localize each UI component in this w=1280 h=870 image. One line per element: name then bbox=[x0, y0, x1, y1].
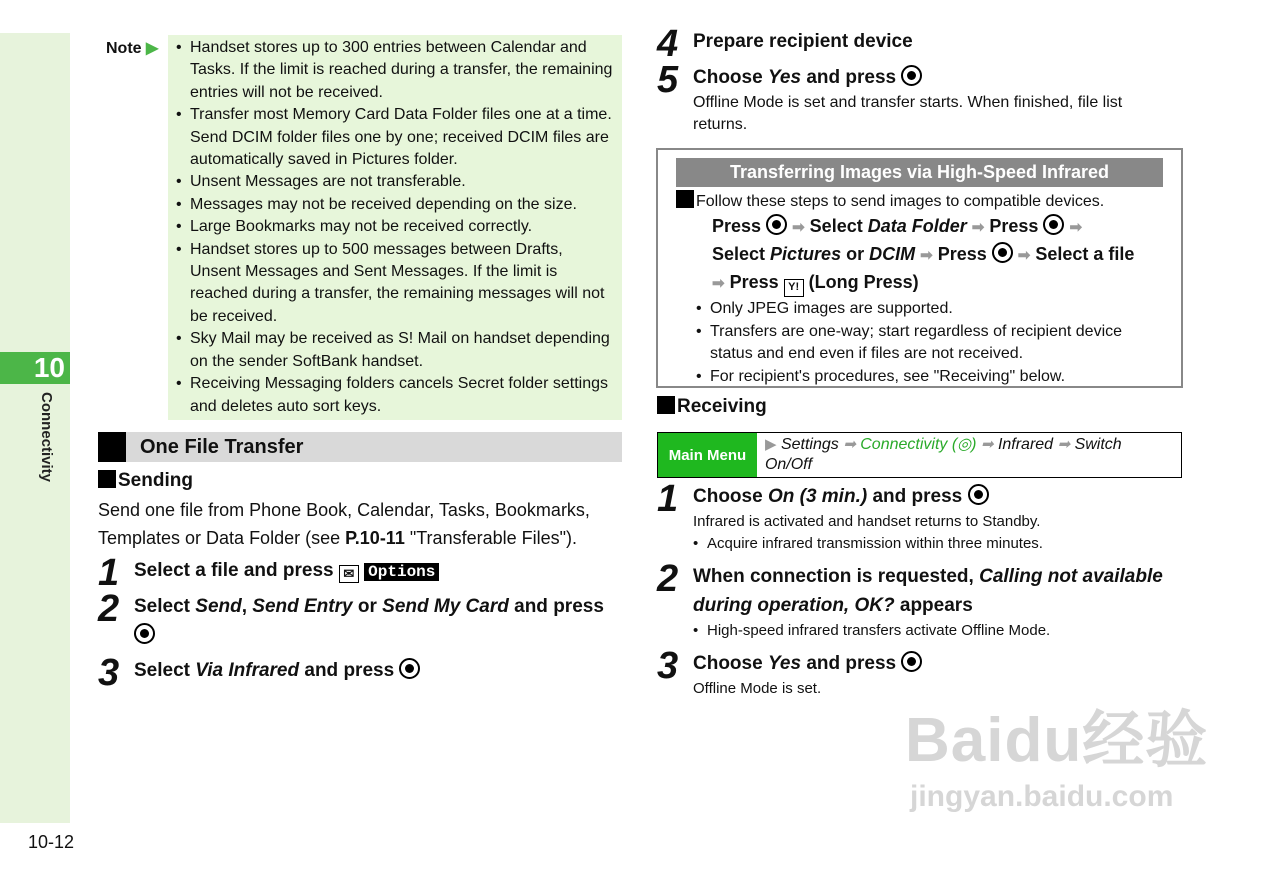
block-icon bbox=[98, 432, 126, 462]
arrow-icon: ➡ bbox=[843, 436, 856, 453]
step-text: appears bbox=[894, 595, 973, 616]
play-icon: ▶ bbox=[764, 436, 777, 453]
option-on: On (3 min.) bbox=[767, 486, 868, 507]
step-number: 1 bbox=[657, 478, 679, 520]
mail-key-icon: ✉ bbox=[339, 565, 359, 583]
step-number: 3 bbox=[657, 645, 679, 687]
menu-path-item: Switch On/Off bbox=[764, 436, 1122, 473]
yahoo-key-icon: Y! bbox=[784, 279, 804, 297]
center-key-icon bbox=[1043, 214, 1064, 235]
option-send-my-card: Send My Card bbox=[382, 596, 509, 617]
chapter-name: Connectivity bbox=[38, 392, 55, 483]
bullet-item: • Only JPEG images are supported. bbox=[696, 298, 1163, 320]
arrow-icon: ➡ bbox=[712, 275, 725, 293]
option-yes: Yes bbox=[767, 653, 802, 674]
bullet-item: • Transfers are one-way; start regardless of recipient device status and end even if files are not received. bbox=[696, 321, 1163, 366]
bullet-item: • Messages may not be received depending on the size. bbox=[176, 194, 614, 216]
watermark-url: jingyan.baidu.com bbox=[910, 780, 1174, 813]
receiving-heading: Receiving bbox=[657, 396, 767, 418]
proc-text: DCIM bbox=[869, 244, 916, 265]
intro-text-end: "Transferable Files"). bbox=[404, 528, 578, 548]
sending-intro bbox=[98, 496, 623, 552]
main-menu-path bbox=[657, 432, 1182, 478]
step-number: 1 bbox=[98, 552, 120, 594]
step-text: Select bbox=[134, 660, 196, 681]
proc-text: Data Folder bbox=[867, 216, 967, 237]
center-key-icon bbox=[901, 651, 922, 672]
section-title: One File Transfer bbox=[140, 436, 304, 458]
option-yes: Yes bbox=[767, 67, 802, 88]
option-via-infrared: Via Infrared bbox=[195, 660, 300, 681]
option-send: Send bbox=[195, 596, 242, 617]
arrow-icon: ➡ bbox=[792, 219, 805, 237]
proc-text: Select bbox=[809, 216, 868, 237]
step-desc: Infrared is activated and handset returns to Standby. bbox=[693, 513, 1041, 530]
proc-text: Press bbox=[989, 216, 1039, 237]
triangle-icon: ▶ bbox=[146, 40, 159, 57]
menu-path-item: Connectivity (◎) bbox=[860, 436, 977, 453]
step-number: 2 bbox=[98, 588, 120, 630]
center-key-icon bbox=[766, 214, 787, 235]
step-text: and press bbox=[867, 486, 963, 507]
step-5 bbox=[657, 59, 1173, 137]
step-number: 2 bbox=[657, 558, 679, 600]
note-label-text: Note bbox=[106, 40, 142, 57]
proc-text: or bbox=[841, 244, 870, 265]
tip-bullets bbox=[696, 298, 1163, 388]
tip-lead-text: Follow these steps to send images to compatible devices. bbox=[696, 193, 1105, 210]
arrow-icon: ➡ bbox=[1017, 247, 1031, 265]
proc-text: Press bbox=[712, 216, 762, 237]
tip-procedure bbox=[676, 213, 1163, 297]
step-bullets bbox=[693, 533, 1173, 555]
infrared-tip-box bbox=[656, 148, 1183, 388]
step-text: and press bbox=[299, 660, 395, 681]
center-key-icon bbox=[992, 242, 1013, 263]
menu-path-item: Settings bbox=[780, 436, 839, 453]
step-text: Select bbox=[134, 596, 196, 617]
step-text: Choose bbox=[693, 67, 768, 88]
proc-text: Select a file bbox=[1035, 244, 1135, 265]
watermark-logo: Baidu经验 bbox=[905, 706, 1209, 775]
note-label bbox=[106, 38, 158, 58]
bullet-item: • Large Bookmarks may not be received correctly. bbox=[176, 216, 614, 238]
note-list bbox=[176, 37, 614, 418]
proc-text: Press bbox=[937, 244, 987, 265]
sep: , bbox=[241, 596, 253, 617]
chapter-number-tab: 10 bbox=[0, 352, 70, 384]
step-text: and press bbox=[801, 653, 897, 674]
step-number: 4 bbox=[657, 23, 679, 65]
center-key-icon bbox=[399, 658, 420, 679]
options-softkey: Options bbox=[364, 563, 439, 581]
menu-path-item: Infrared bbox=[997, 436, 1054, 453]
step-number: 3 bbox=[98, 652, 120, 694]
step-text: Choose bbox=[693, 653, 768, 674]
prompt-text: Calling not available during operation, OK? bbox=[693, 566, 1163, 616]
receive-step-2 bbox=[657, 558, 1163, 642]
bullet-item: • Receiving Messaging folders cancels Secret folder settings and deletes auto sort keys. bbox=[176, 373, 614, 418]
page-ref-link[interactable]: P.10-11 bbox=[345, 528, 405, 548]
tip-lead bbox=[676, 190, 1163, 213]
arrow-icon: ➡ bbox=[920, 247, 933, 265]
sending-heading: Sending bbox=[98, 470, 193, 492]
step-text: Choose bbox=[693, 486, 768, 507]
tip-box-title: Transferring Images via High-Speed Infrared bbox=[676, 158, 1163, 187]
arrow-icon: ➡ bbox=[971, 219, 985, 237]
menu-path-item-text: Connectivity ( bbox=[860, 436, 958, 453]
step-bullet: • High-speed infrared transfers activate Offline Mode. bbox=[693, 620, 1163, 642]
proc-text: Select bbox=[712, 244, 771, 265]
center-key-icon bbox=[134, 623, 155, 644]
arrow-icon: ➡ bbox=[1057, 436, 1071, 453]
step-text: and press bbox=[508, 596, 604, 617]
bullet-item: • Handset stores up to 300 entries between Calendar and Tasks. If the limit is reached during a transfer, the remaining entries will not be received. bbox=[176, 37, 614, 104]
menu-path-text bbox=[757, 433, 1181, 477]
step-text: and press bbox=[801, 67, 897, 88]
step-4 bbox=[657, 23, 913, 65]
bullet-item: • For recipient's procedures, see "Receiving" below. bbox=[696, 366, 1163, 388]
step-desc: Offline Mode is set. bbox=[693, 680, 822, 697]
proc-text: Press bbox=[729, 272, 779, 293]
main-menu-label: Main Menu bbox=[658, 433, 757, 477]
sep: or bbox=[352, 596, 383, 617]
step-3 bbox=[98, 652, 420, 694]
note-box bbox=[168, 35, 622, 420]
page-number: 10-12 bbox=[28, 832, 75, 852]
chapter-sidebar bbox=[0, 33, 70, 823]
proc-text: Pictures bbox=[770, 244, 842, 265]
bullet-item: • Unsent Messages are not transferable. bbox=[176, 171, 614, 193]
center-key-icon bbox=[968, 484, 989, 505]
bullet-item: • Transfer most Memory Card Data Folder files one at a time. Send DCIM folder files one by one; received DCIM files are automatically saved in Pictures folder. bbox=[176, 104, 614, 171]
bullet-item: • Sky Mail may be received as S! Mail on handset depending on the sender SoftBank handset. bbox=[176, 328, 614, 373]
step-bullets bbox=[693, 620, 1163, 642]
step-text: Select a file and press bbox=[134, 560, 334, 581]
option-send-entry: Send Entry bbox=[252, 596, 353, 617]
step-text: Prepare recipient device bbox=[693, 31, 913, 52]
receive-step-1 bbox=[657, 478, 1173, 556]
step-bullet: • Acquire infrared transmission within three minutes. bbox=[693, 533, 1173, 555]
connectivity-icon: ◎ bbox=[957, 436, 972, 453]
arrow-icon: ➡ bbox=[980, 436, 994, 453]
step-number: 5 bbox=[657, 59, 679, 101]
proc-text: (Long Press) bbox=[803, 272, 919, 293]
center-key-icon bbox=[901, 65, 922, 86]
step-1 bbox=[98, 552, 439, 594]
section-heading bbox=[98, 432, 622, 462]
step-desc: Offline Mode is set and transfer starts. When finished, file list returns. bbox=[693, 94, 1123, 134]
arrow-icon: ➡ bbox=[1069, 219, 1083, 237]
bullet-item: • Handset stores up to 500 messages between Drafts, Unsent Messages and Sent Messages. If the limit is reached during a transfer, the remaining messages will not be received. bbox=[176, 239, 614, 329]
step-2 bbox=[98, 588, 614, 650]
intro-text: Send one file from Phone Book, Calendar, Tasks, Bookmarks, Templates or Data Folder (see bbox=[98, 500, 590, 548]
step-text: When connection is requested, bbox=[693, 566, 980, 587]
block-icon bbox=[676, 190, 696, 211]
